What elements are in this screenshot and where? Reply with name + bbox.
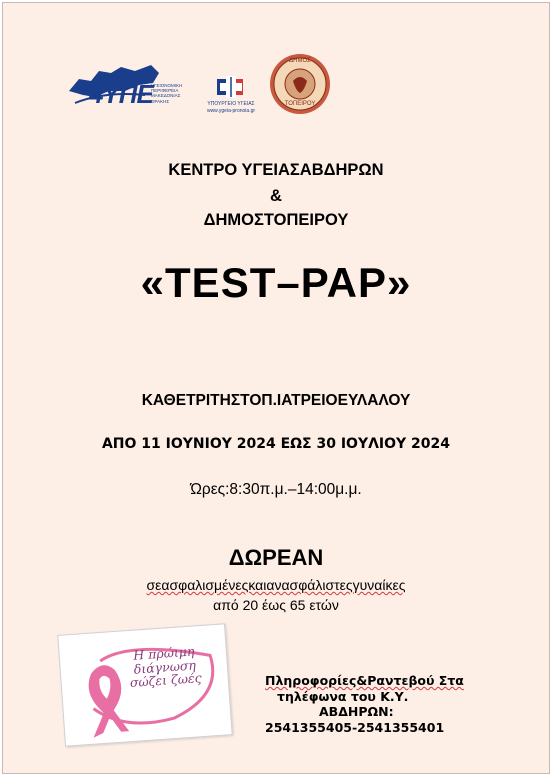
ministry-logo	[195, 75, 267, 117]
contact-line-1-text: Πληροφορίες&Ραντεβού Στα	[265, 673, 464, 688]
ype-logo-text: 4ΥΠΕ	[89, 79, 153, 109]
seal-bottom-text: ΤΟΠΕΙΡΟΥ	[284, 101, 316, 107]
ribbon-slogan: Η πρώιμη διάγνωση σώζει ζωές	[129, 643, 203, 691]
ministry-logo-text: ΥΠΟΥΡΓΕΙΟ ΥΓΕΙΑΣ	[207, 101, 255, 107]
contact-line-2: τηλέφωνα του Κ.Υ.	[277, 688, 409, 704]
ministry-logo-url: www.ygeia-pronoia.gr	[206, 108, 256, 114]
header-line-2: &	[270, 187, 282, 205]
ype-logo-subtitle: ΥΓΕΙΟΝΟΜΙΚΗ ΠΕΡΙΦΕΡΕΙΑ ΜΑΚΕΔΟΝΙΑΣ ΘΡΑΚΗΣ	[151, 83, 183, 104]
header-line-3: ΔΗΜΟΣΤΟΠΕΙΡΟΥ	[203, 211, 349, 229]
free-title: ΔΩΡΕΑΝ	[228, 545, 324, 570]
dates-text: ΑΠΟ 11 ΙΟΥΝΙΟΥ 2024 ΕΩΣ 30 ΙΟΥΛΙΟΥ 2024	[101, 436, 451, 452]
municipality-seal	[269, 53, 331, 115]
header-line-1: ΚΕΝΤΡΟ ΥΓΕΙΑΣΑΒΔΗΡΩΝ	[168, 161, 384, 179]
hours-text: Ώρες:8:30π.μ.–14:00μ.μ.	[190, 481, 362, 498]
contact-line-3: ΑΒΔΗΡΩΝ:	[319, 704, 394, 719]
main-title: «TEST–PAP»	[140, 259, 412, 306]
poster-page	[2, 2, 550, 774]
awareness-ribbon-image	[57, 623, 232, 746]
free-age-range: από 20 έως 65 ετών	[213, 597, 339, 613]
location-text: ΚΑΘΕΤΡΙΤΗΣΤΟΠ.ΙΑΤΡΕΙΟΕΥΛΑΛΟΥ	[141, 392, 411, 409]
seal-top-text: ΔΗΜΟΣ	[289, 58, 311, 64]
ype-logo	[65, 61, 195, 115]
medical-cross-icon	[195, 75, 267, 101]
free-audience	[3, 577, 549, 593]
contact-phones: 2541355405-2541355401	[265, 719, 445, 735]
contact-info	[265, 673, 505, 735]
contact-line-1	[265, 673, 505, 689]
free-audience-line1: σεασφαλισμένεςκαιανασφάλιστεςγυναίκες	[146, 577, 406, 593]
